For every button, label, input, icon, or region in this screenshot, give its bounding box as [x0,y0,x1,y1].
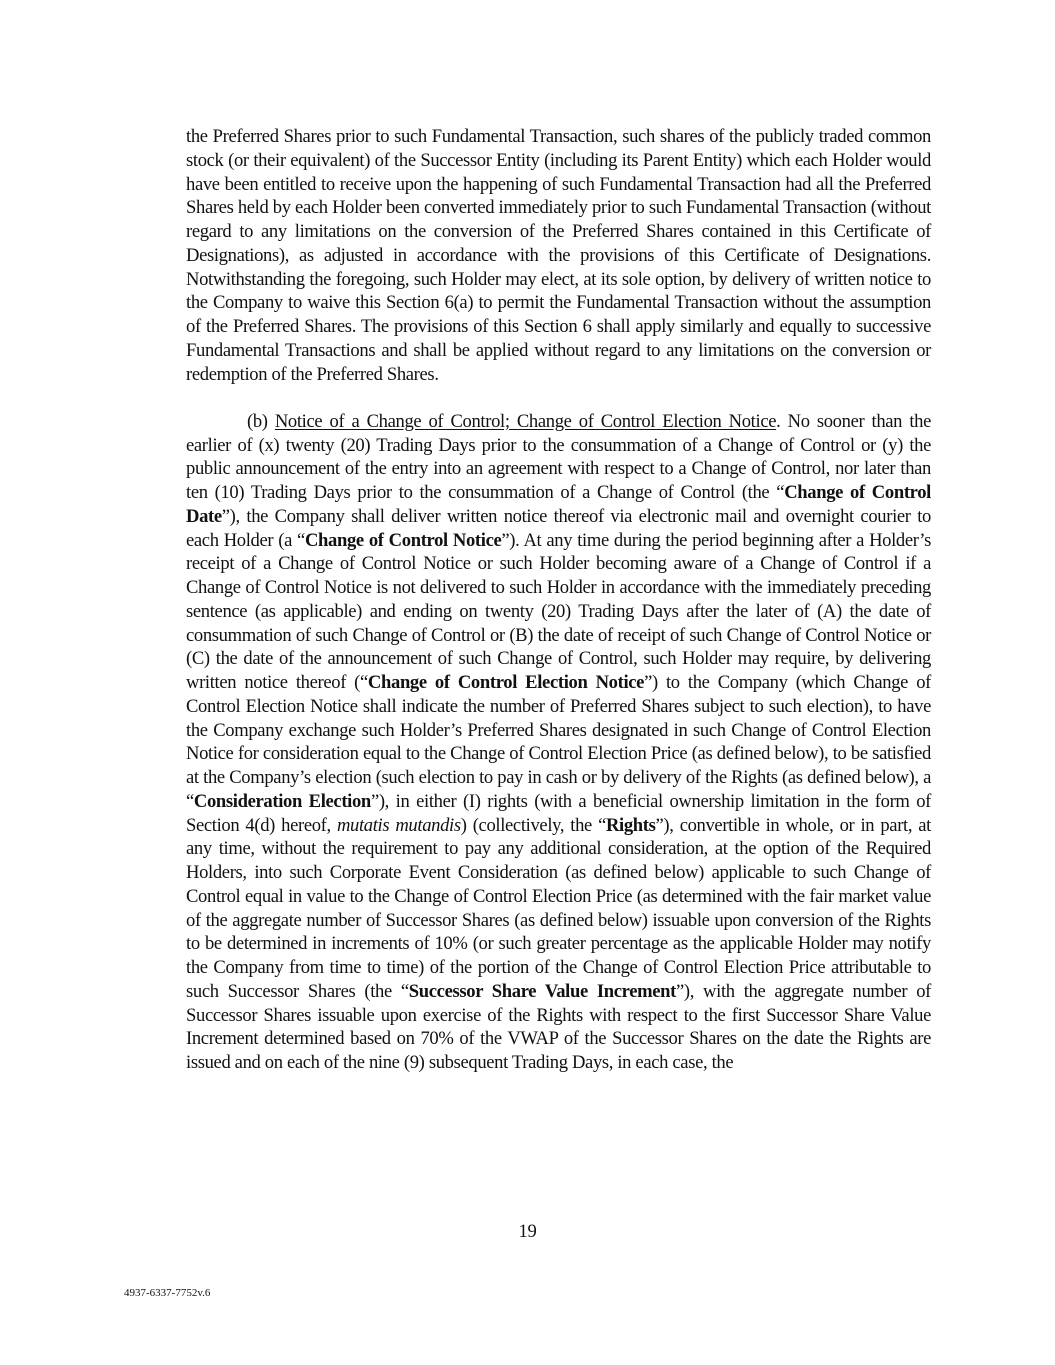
section-heading: Notice of a Change of Control; Change of Control Election Notice [274,410,777,432]
text-segment: ”), convertible in whole, or in part, at any time, without the requirement to pay any additional consideration, at the option of the Required Holders, into such Corporate Event Consideration (as defined below) applicable to such Change of Control equal in value to the Change of Control Election Price (as determined with the fair market value of the aggregate number of Successor Shares (as defined below) issuable upon conversion of the Rights to be determined in increments of 10% (or such greater percentage as the applicable Holder may notify the Company from time to time) of the portion of the Change of Control Election Price attributable to such Successor Shares (the “ [186,814,931,1002]
paragraph-change-of-control [186,410,931,1075]
text-segment: . No sooner than the earlier of (x) twenty (20) Trading Days prior to the consummation of a Change of Control or (y) the public announcement of the entry into an agreement with respect to a Change of Control, nor later than ten (10) Trading Days prior to the consummation of a Change of Control (the “ [186,410,931,503]
defined-term: Successor Share Value Increment [408,980,676,1002]
text-segment: ”). At any time during the period beginning after a Holder’s receipt of a Change of Control Notice or such Holder becoming aware of a Change of Control if a Change of Control Notice is not delivered to such Holder in accordance with the immediately preceding sentence (as applicable) and ending on twenty (20) Trading Days after the later of (A) the date of consummation of such Change of Control or (B) the date of receipt of such Change of Control Notice or (C) the date of the announcement of such Change of Control, such Holder may require, by delivering written notice thereof (“ [186,529,931,693]
text-segment: ”), with the aggregate number of Successor Shares issuable upon exercise of the Rights with respect to the first Successor Share Value Increment determined based on 70% of the VWAP of the Successor Shares on the date the Rights are issued and on each of the nine (9) subsequent Trading Days, in each case, the [186,980,931,1073]
document-id: 4937-6337-7752v.6 [124,1287,211,1299]
text-segment: ”) to the Company (which Change of Control Election Notice shall indicate the number of Preferred Shares subject to such election), to have the Company exchange such Holder’s Preferred Shares designated in such Change of Control Election Notice for consideration equal to the Change of Control Election Price (as defined below), to be satisfied at the Company’s election (such election to pay in cash or by delivery of the Rights (as defined below), a “ [186,672,931,812]
defined-term: Change of Control Election Notice [367,672,645,693]
defined-term: Change of Control Date [186,482,931,527]
defined-term: Consideration Election [193,790,371,812]
latin-phrase: mutatis mutandis [336,814,461,836]
text-segment: ) (collectively, the “ [460,814,606,836]
paragraph-fundamental-transaction: the Preferred Shares prior to such Fundamental Transaction, such shares of the publicly traded common stock (or their equivalent) of the Successor Entity (including its Parent Entity) which each Holder would have been entitled to receive upon the happening of such Fundamental Transaction had all the Preferred Shares held by each Holder been converted immediately prior to such Fundamental Transaction (without regard to any limitations on the conversion of the Preferred Shares contained in this Certificate of Designations), as adjusted in accordance with the provisions of this Certificate of Designations. Notwithstanding the foregoing, such Holder may elect, at its sole option, by delivery of written notice to the Company to waive this Section 6(a) to permit the Fundamental Transaction without the assumption of the Preferred Shares. The provisions of this Section 6 shall apply similarly and equally to successive Fundamental Transactions and shall be applied without regard to any limitations on the conversion or redemption of the Preferred Shares. [186,126,931,385]
defined-term: Change of Control Notice [304,529,502,551]
text-segment: ”), the Company shall deliver written notice thereof via electronic mail and overnight courier to each Holder (a “ [186,505,931,551]
body-text [186,125,931,1075]
defined-term: Rights [605,814,656,836]
section-label: (b) [247,410,275,432]
page-number: 19 [518,1221,537,1242]
text-segment: ”), in either (I) rights (with a beneficial ownership limitation in the form of Section 4(d) hereof, [186,790,932,836]
